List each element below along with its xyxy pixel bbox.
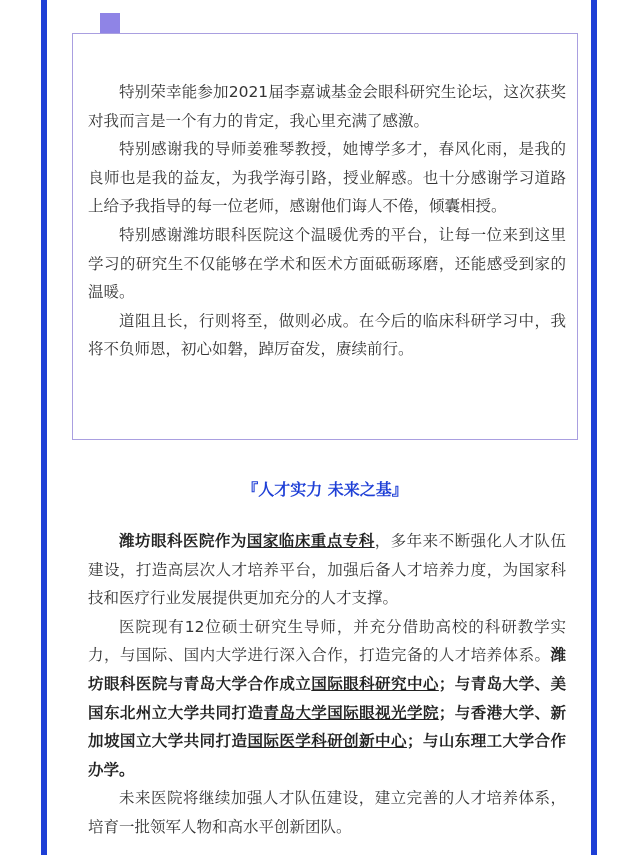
bold-text: ；与山东理工大学合作办学。 [88,732,566,779]
section-title: 『人才实力 未来之基』 [242,480,408,499]
testimonial-text [88,78,566,364]
body-paragraph [88,613,566,785]
underlined-highlight: 国际眼科研究中心 [311,674,439,693]
body-text-span: ，多年来不断强化人才队伍建设，打造高层次人才培养平台，加强后备人才培养力度，为国家科技和医疗行业发展提供更加充分的人才支撑。 [88,532,566,608]
bold-text: 潍坊眼科医院与青岛大学合作成立 [88,646,566,693]
article-body [88,527,566,842]
body-paragraph [88,527,566,613]
underlined-highlight: 青岛大学国际眼视光学院 [263,703,439,722]
bold-text: ；与青岛大学、美国东北州立大学共同打造 [88,674,566,722]
body-paragraph: 未来医院将继续加强人才队伍建设，建立完善的人才培养体系，培育一批领军人物和高水平创新团队。 [88,789,566,836]
bold-text: ；与香港大学、新加坡国立大学共同打造 [88,703,566,751]
testimonial-paragraph: 特别感谢潍坊眼科医院这个温暖优秀的平台，让每一位来到这里学习的研究生不仅能够在学术和医术方面砥砺琢磨，还能感受到家的温暖。 [88,225,566,302]
underlined-highlight: 国家临床重点专科 [246,532,375,550]
testimonial-paragraph: 道阻且长，行则将至，做则必成。在今后的临床科研学习中，我将不负师恩，初心如磐，踔厉奋发，赓续前行。 [88,311,566,359]
testimonial-paragraph: 特别荣幸能参加2021届李嘉诚基金会眼科研究生论坛，这次获奖对我而言是一个有力的肯定，我心里充满了感激。 [88,83,566,130]
testimonial-paragraph: 特别感谢我的导师姜雅琴教授，她博学多才，春风化雨，是我的良师也是我的益友，为我学海引路，授业解惑。也十分感谢学习道路上给予我指导的每一位老师，感谢他们诲人不倦，倾囊相授。 [88,140,566,216]
underlined-highlight: 国际医学科研创新中心 [247,732,407,751]
decorative-square-icon [100,13,120,33]
body-text-span: 医院现有12位硕士研究生导师，并充分借助高校的科研教学实力，与国际、国内大学进行深入合作，打造完备的人才培养体系。 [88,617,566,665]
bold-text: 潍坊眼科医院作为 [119,532,247,550]
